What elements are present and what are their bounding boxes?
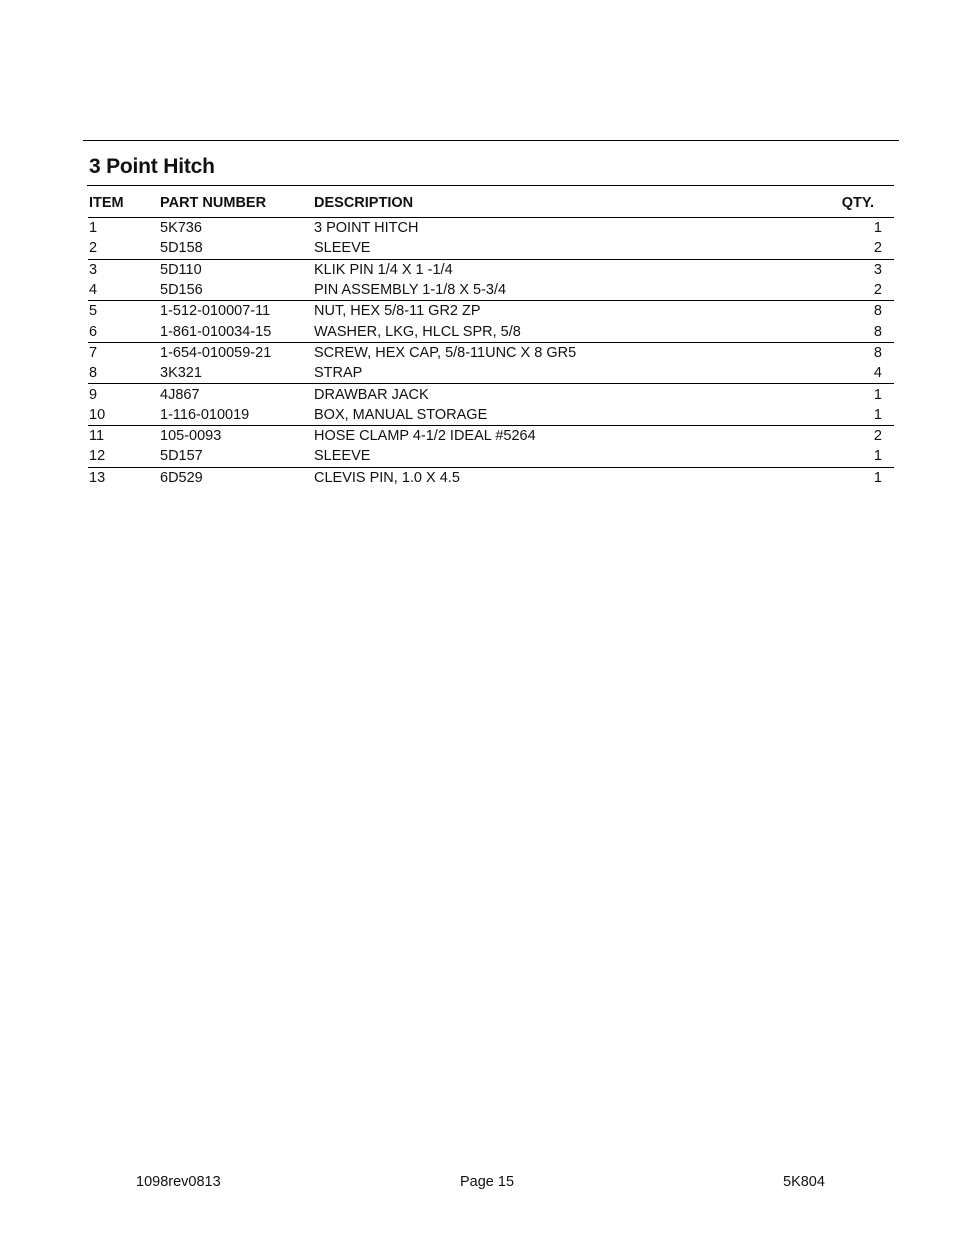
top-divider — [83, 140, 899, 141]
cell-description: PIN ASSEMBLY 1-1/8 X 5-3/4 — [314, 282, 507, 299]
cell-part-number: 5K736 — [160, 220, 202, 237]
table-row — [88, 238, 894, 259]
cell-description: SCREW, HEX CAP, 5/8-11UNC X 8 GR5 — [314, 344, 577, 361]
table-row — [88, 342, 894, 363]
table-row — [88, 363, 894, 384]
parts-table — [88, 188, 894, 488]
cell-description: SLEEVE — [314, 240, 371, 257]
table-header-row — [88, 188, 894, 218]
title-divider — [87, 185, 894, 186]
header-item: ITEM — [89, 194, 124, 211]
cell-part-number: 4J867 — [160, 386, 200, 403]
cell-qty: 8 — [873, 323, 882, 340]
cell-qty: 1 — [873, 406, 882, 423]
cell-description: 3 POINT HITCH — [314, 220, 419, 237]
cell-description: HOSE CLAMP 4-1/2 IDEAL #5264 — [314, 428, 536, 445]
cell-part-number: 3K321 — [160, 365, 202, 382]
cell-item: 4 — [89, 282, 98, 299]
table-row — [88, 384, 894, 405]
table-row — [88, 446, 894, 467]
cell-item: 2 — [89, 240, 98, 257]
cell-qty: 2 — [873, 240, 882, 257]
cell-item: 11 — [89, 428, 105, 445]
footer-model-number: 5K804 — [783, 1174, 825, 1190]
cell-item: 12 — [89, 448, 106, 465]
table-row — [88, 280, 894, 301]
table-row — [88, 321, 894, 342]
cell-item: 1 — [89, 220, 98, 237]
cell-part-number: 105-0093 — [160, 428, 222, 445]
table-row — [88, 405, 894, 426]
cell-qty: 8 — [873, 303, 882, 320]
table-row — [88, 425, 894, 446]
cell-description: NUT, HEX 5/8-11 GR2 ZP — [314, 303, 481, 320]
cell-item: 10 — [89, 406, 106, 423]
cell-part-number: 6D529 — [160, 469, 203, 486]
cell-description: CLEVIS PIN, 1.0 X 4.5 — [314, 469, 460, 486]
cell-qty: 2 — [873, 428, 882, 445]
cell-item: 6 — [89, 323, 98, 340]
cell-qty: 1 — [873, 220, 882, 237]
cell-description: BOX, MANUAL STORAGE — [314, 406, 488, 423]
cell-item: 13 — [89, 469, 106, 486]
cell-qty: 4 — [873, 365, 882, 382]
cell-part-number: 5D156 — [160, 282, 203, 299]
header-description: DESCRIPTION — [314, 194, 414, 211]
cell-part-number: 5D157 — [160, 448, 203, 465]
cell-item: 8 — [89, 365, 98, 382]
cell-qty: 8 — [873, 344, 882, 361]
cell-part-number: 1-861-010034-15 — [160, 323, 272, 340]
cell-qty: 1 — [873, 448, 882, 465]
table-row — [88, 467, 894, 488]
cell-part-number: 1-116-010019 — [160, 406, 250, 423]
section-title: 3 Point Hitch — [89, 155, 215, 178]
cell-description: STRAP — [314, 365, 363, 382]
footer-revision: 1098rev0813 — [136, 1174, 221, 1190]
table-row — [88, 301, 894, 322]
cell-item: 7 — [89, 344, 98, 361]
table-row — [88, 259, 894, 280]
cell-part-number: 1-654-010059-21 — [160, 344, 272, 361]
cell-part-number: 1-512-010007-11 — [160, 303, 271, 320]
header-part-number: PART NUMBER — [160, 194, 267, 211]
cell-item: 3 — [89, 261, 98, 278]
header-qty: QTY. — [841, 194, 874, 211]
table-row — [88, 218, 894, 239]
cell-qty: 3 — [873, 261, 882, 278]
cell-item: 9 — [89, 386, 98, 403]
cell-qty: 2 — [873, 282, 882, 299]
cell-description: KLIK PIN 1/4 X 1 -1/4 — [314, 261, 453, 278]
cell-description: WASHER, LKG, HLCL SPR, 5/8 — [314, 323, 521, 340]
cell-part-number: 5D158 — [160, 240, 203, 257]
cell-item: 5 — [89, 303, 98, 320]
cell-qty: 1 — [873, 469, 882, 486]
cell-description: DRAWBAR JACK — [314, 386, 429, 403]
footer-page-number: Page 15 — [460, 1174, 515, 1190]
cell-part-number: 5D110 — [160, 261, 202, 278]
cell-description: SLEEVE — [314, 448, 371, 465]
cell-qty: 1 — [873, 386, 882, 403]
